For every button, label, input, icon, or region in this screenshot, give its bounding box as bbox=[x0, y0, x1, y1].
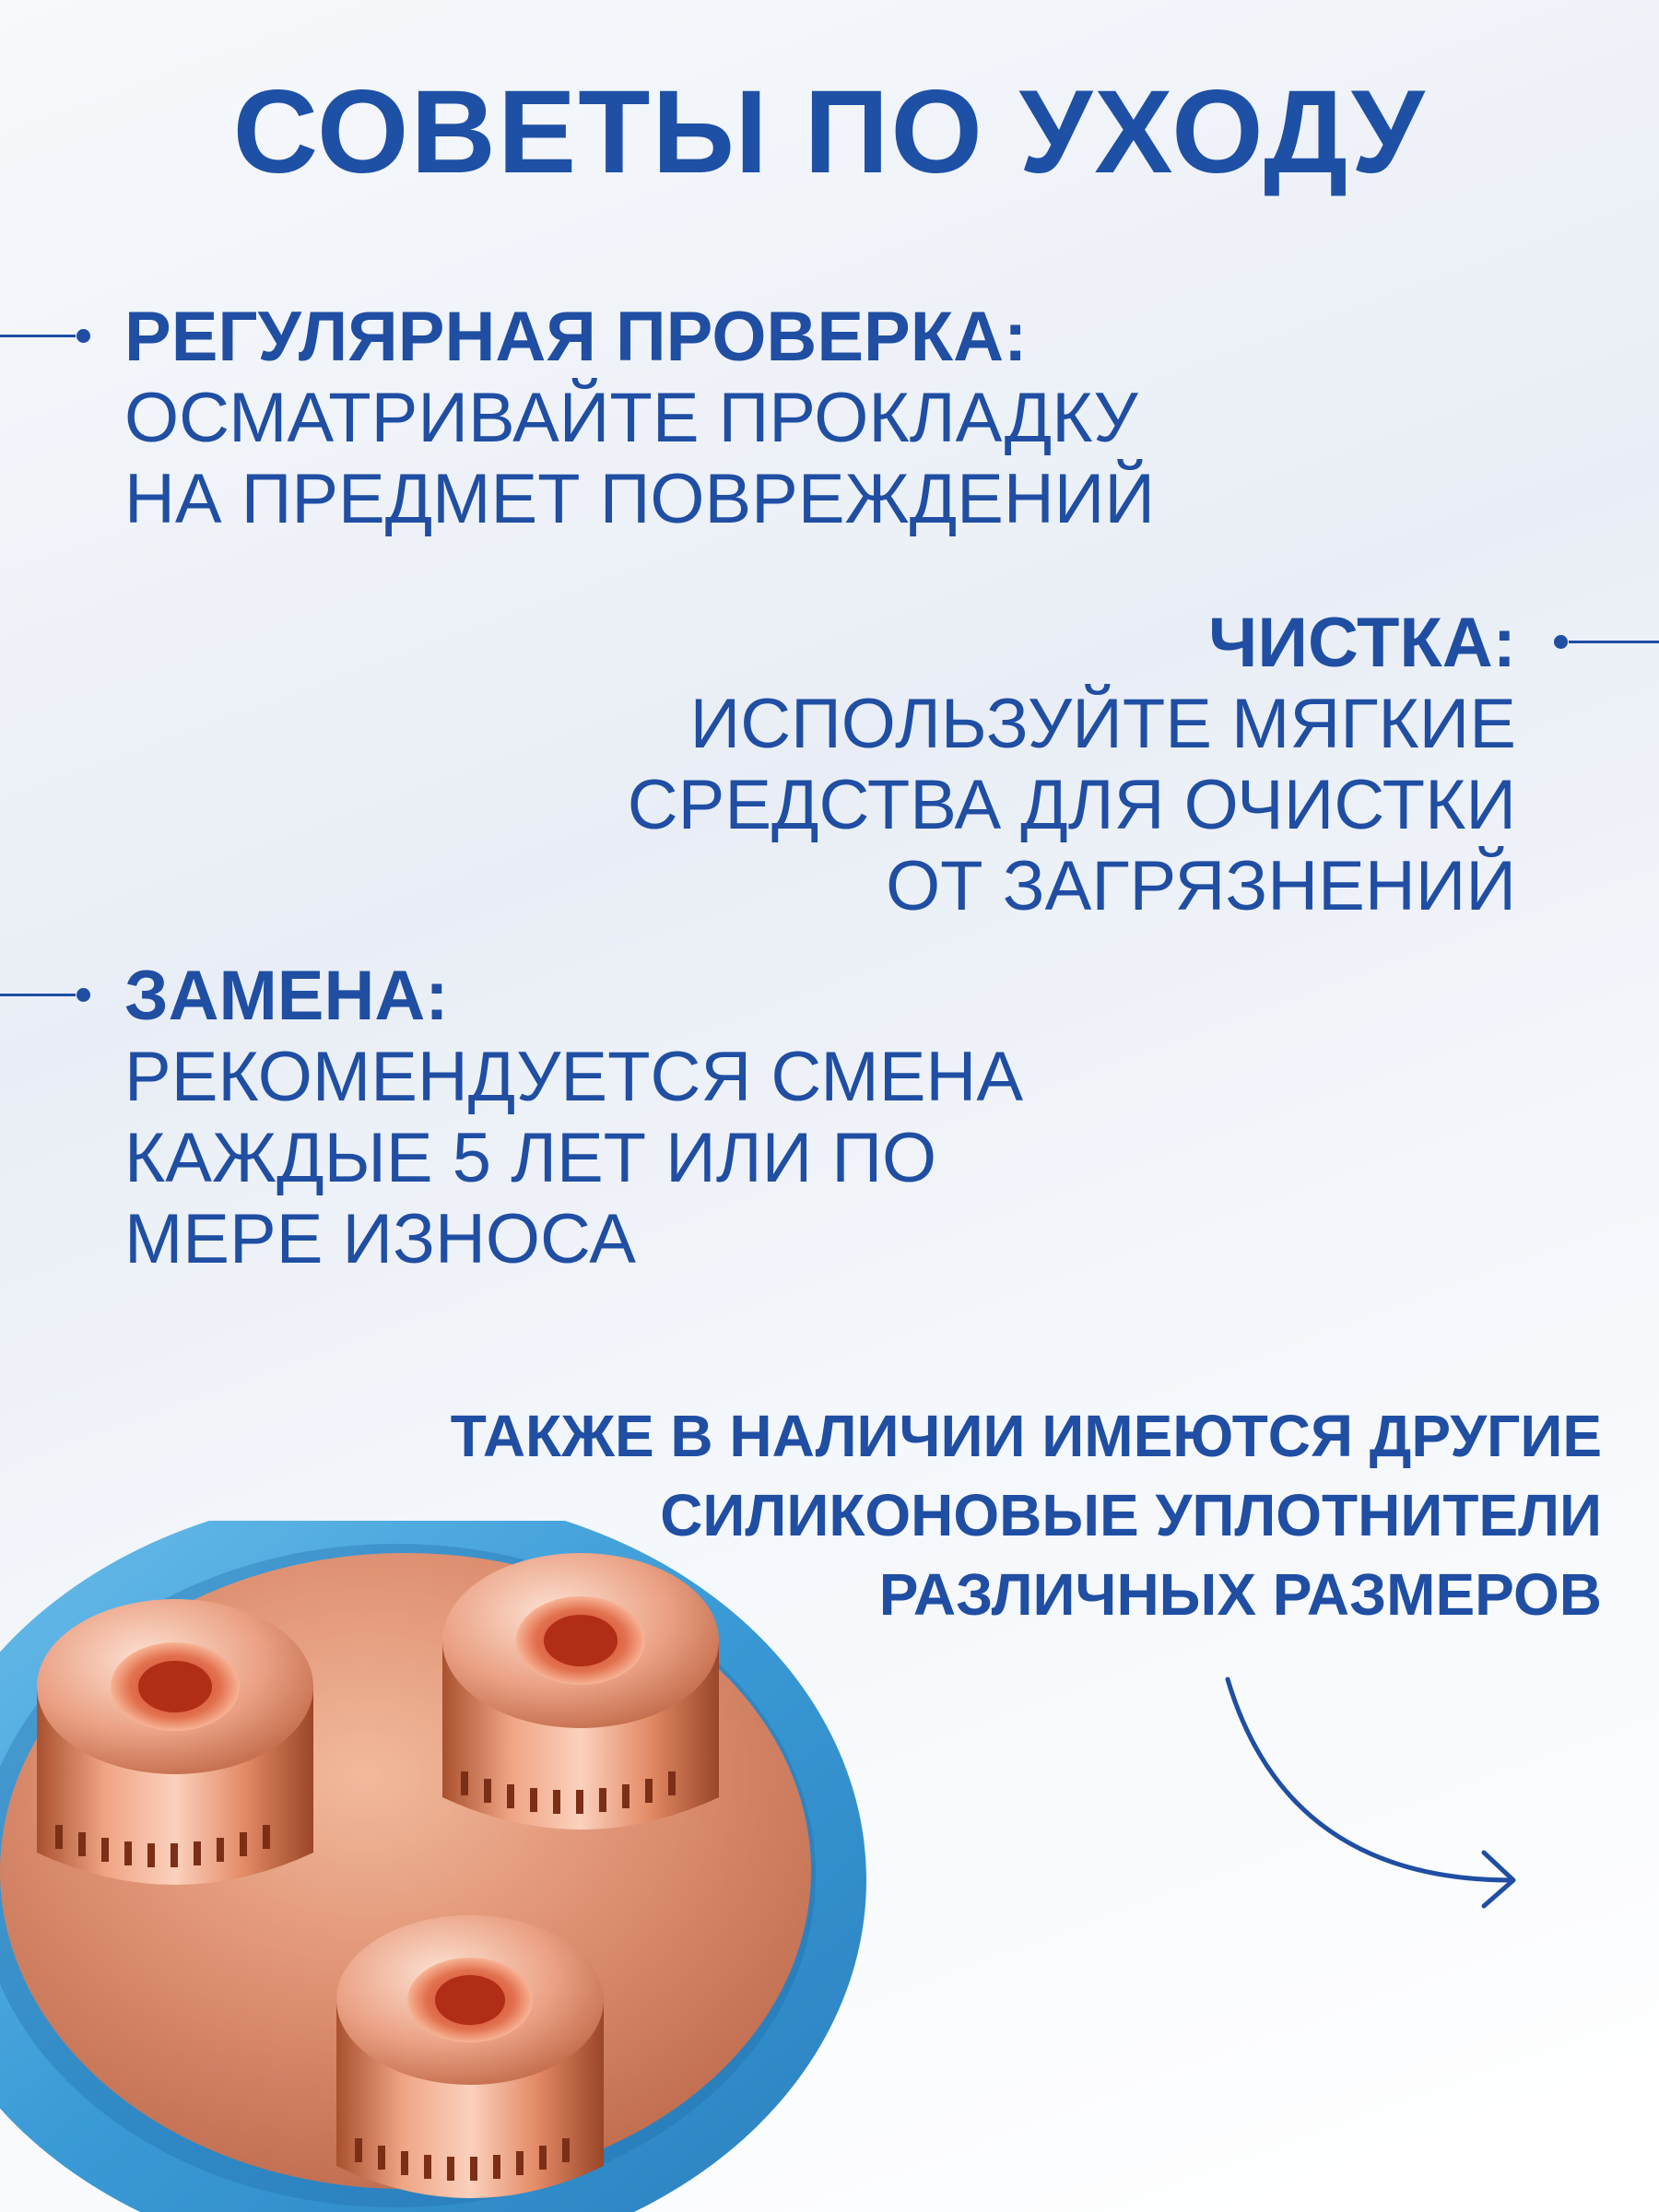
tip-line: ИСПОЛЬЗУЙТЕ МЯГКИЕ bbox=[689, 685, 1516, 763]
tip-line: РЕКОМЕНДУЕТСЯ СМЕНА bbox=[124, 1038, 1024, 1116]
page-title: СОВЕТЫ ПО УХОДУ bbox=[232, 66, 1427, 198]
tip-line: ОСМАТРИВАЙТЕ ПРОКЛАДКУ bbox=[124, 379, 1138, 457]
connector-line-1 bbox=[0, 335, 76, 337]
tip-heading: ЧИСТКА: bbox=[1207, 604, 1516, 682]
connector-line-3 bbox=[0, 994, 76, 996]
note-line: СИЛИКОНОВЫЕ УПЛОТНИТЕЛИ bbox=[660, 1482, 1602, 1548]
tip-cleaning bbox=[628, 603, 1516, 927]
tip-heading: РЕГУЛЯРНАЯ ПРОВЕРКА: bbox=[124, 298, 1028, 376]
copper-terminal bbox=[37, 1599, 313, 1885]
connector-dot-icon bbox=[76, 988, 90, 1002]
connector-dot-icon bbox=[76, 329, 90, 343]
tip-regular-check bbox=[124, 297, 1155, 540]
tip-line: ОТ ЗАГРЯЗНЕНИЙ bbox=[886, 847, 1516, 925]
tip-line: КАЖДЫЕ 5 ЛЕТ ИЛИ ПО bbox=[124, 1119, 937, 1197]
tip-heading: ЗАМЕНА: bbox=[124, 957, 449, 1035]
product-photo bbox=[0, 1521, 885, 2212]
tip-line: НА ПРЕДМЕТ ПОВРЕЖДЕНИЙ bbox=[124, 460, 1155, 538]
tip-line: СРЕДСТВА ДЛЯ ОЧИСТКИ bbox=[627, 766, 1516, 844]
note-line: РАЗЛИЧНЫХ РАЗМЕРОВ bbox=[878, 1561, 1602, 1628]
note-line: ТАКЖЕ В НАЛИЧИИ ИМЕЮТСЯ ДРУГИЕ bbox=[450, 1403, 1602, 1469]
copper-terminal bbox=[336, 1915, 604, 2198]
arrow-icon bbox=[1207, 1659, 1539, 1936]
copper-terminal bbox=[442, 1553, 719, 1830]
tip-line: МЕРЕ ИЗНОСА bbox=[124, 1200, 636, 1278]
connector-line-2 bbox=[1569, 641, 1659, 643]
tip-replacement bbox=[124, 956, 1023, 1280]
connector-dot-icon bbox=[1554, 635, 1568, 649]
